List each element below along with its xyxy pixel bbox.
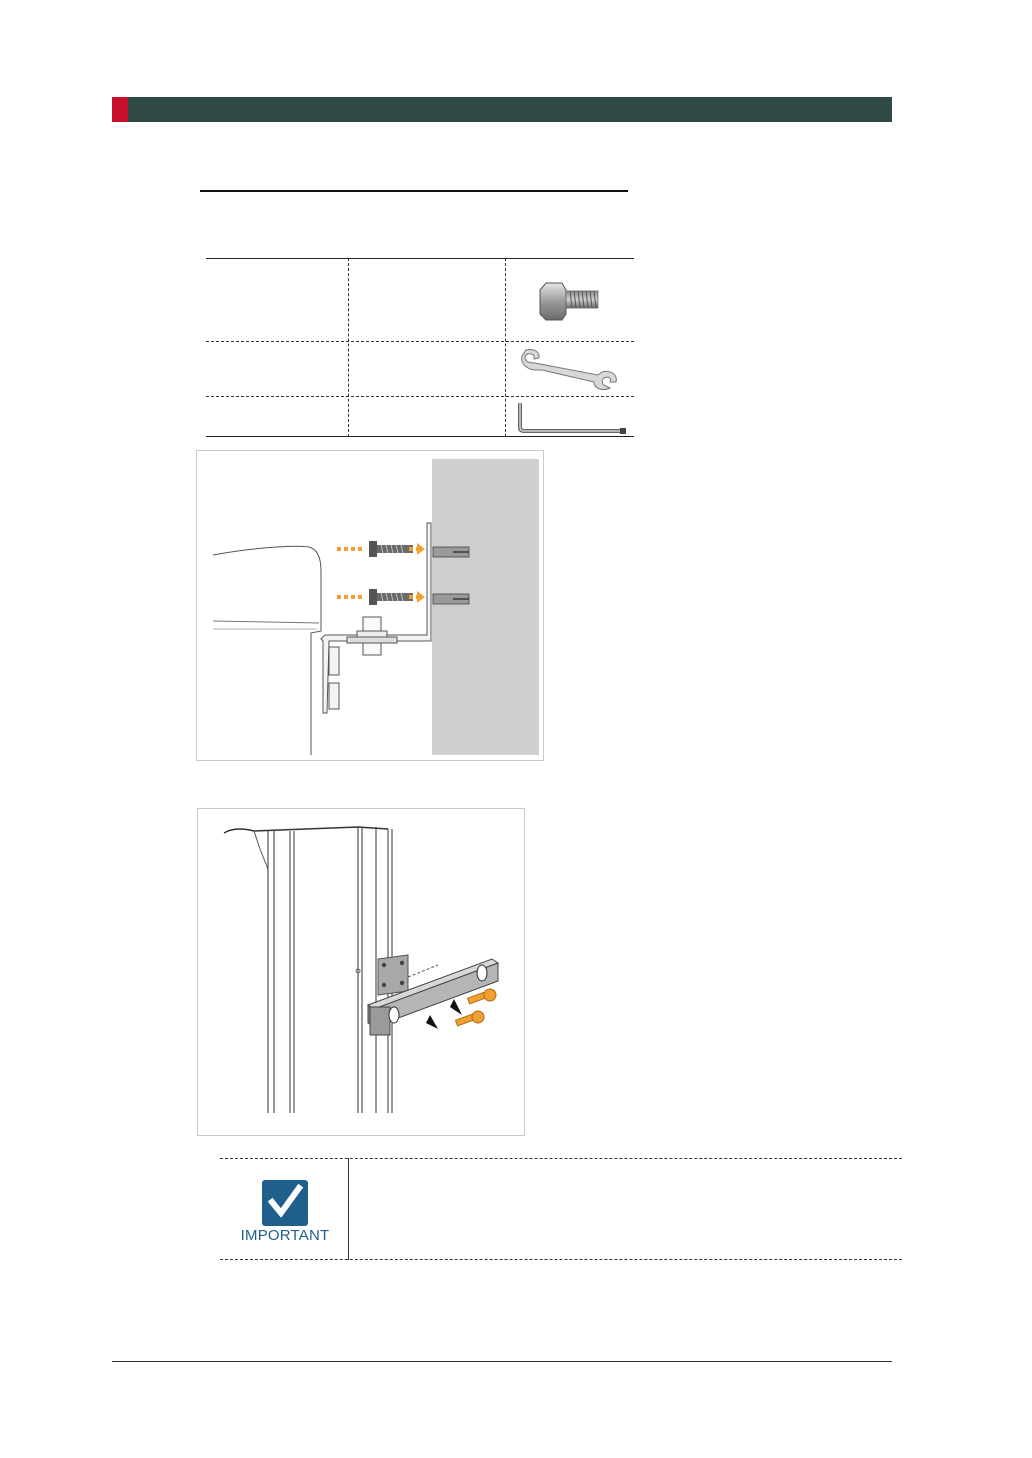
- anchor-bolt: [369, 589, 413, 605]
- orange-screw: [426, 1011, 484, 1029]
- note-divider: [348, 1158, 349, 1260]
- mounting-plate: [356, 955, 408, 995]
- hex-key-icon: [506, 397, 634, 436]
- wall-anchor: [433, 594, 469, 604]
- table-column-divider: [348, 258, 349, 437]
- wall-anchor: [433, 547, 469, 557]
- table-bottom-rule: [206, 436, 634, 437]
- section-header-bar: [112, 97, 892, 122]
- table-row: [506, 342, 634, 396]
- table-row: [506, 258, 634, 341]
- footer-rule: [112, 1361, 892, 1362]
- note-top-rule: [220, 1158, 902, 1159]
- column-rail: [268, 827, 392, 1113]
- section-header-accent: [112, 97, 128, 122]
- device-top-housing: [224, 827, 388, 833]
- section-title-underline: [200, 190, 628, 192]
- important-note: [220, 1158, 902, 1260]
- open-end-wrench-icon: [506, 342, 634, 396]
- note-bottom-rule: [220, 1259, 902, 1260]
- important-label: IMPORTANT: [240, 1227, 330, 1244]
- wall-panel: [432, 459, 539, 755]
- anchor-bolt: [369, 541, 413, 557]
- column-support-bar-figure: [197, 808, 525, 1136]
- important-check-icon: [262, 1180, 308, 1226]
- hex-bolt-icon: [506, 258, 634, 341]
- bracket-wall-mount-figure: [196, 450, 544, 761]
- table-row: [506, 397, 634, 436]
- parts-table: [206, 258, 634, 437]
- device-body-outline: [213, 546, 321, 755]
